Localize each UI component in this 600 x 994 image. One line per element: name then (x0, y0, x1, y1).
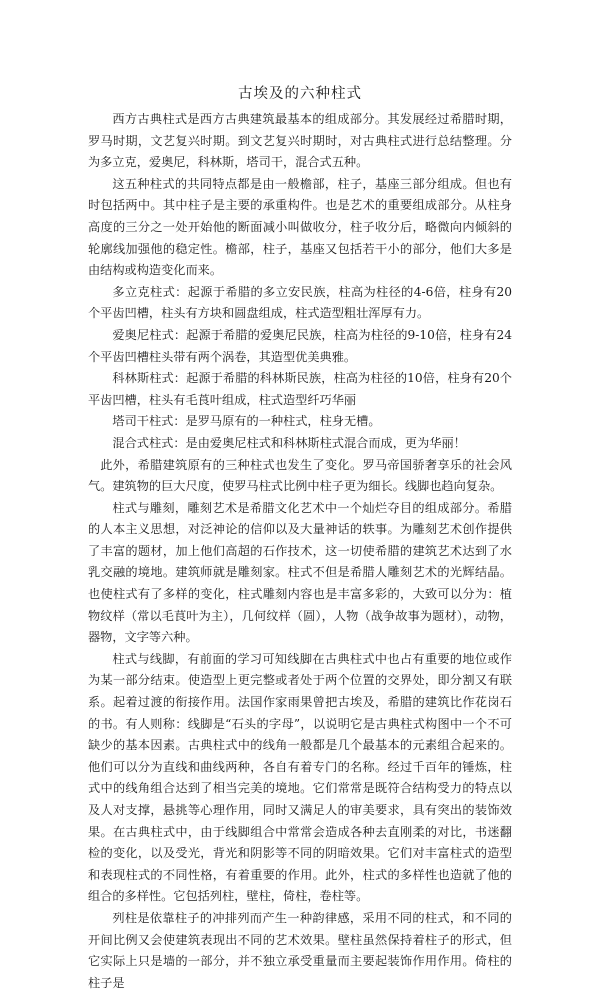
document-title: 古埃及的六种柱式 (238, 86, 362, 102)
paragraph-doric: 多立克柱式：起源于希腊的多立安民族，柱高为柱径的4-6倍，柱身有20个平齿凹槽，柱头有方块和圆盘组成，柱式造型粗壮浑厚有力。 (88, 284, 512, 321)
paragraph-ionic: 爱奥尼柱式：起源于希腊的爱奥尼民族，柱高为柱径的9-10倍，柱身有24个平齿凹槽柱头带有两个涡卷，其造型优美典雅。 (88, 327, 512, 364)
paragraph-roman-changes: 此外，希腊建筑原有的三种柱式也发生了变化。罗马帝国骄奢享乐的社会风气。建筑物的巨大尺度，使罗马柱式比例中柱子更为细长。线脚也趋向复杂。 (88, 457, 512, 494)
paragraph-composite: 混合式柱式：是由爱奥尼柱式和科林斯柱式混合而成，更为华丽！ (112, 435, 466, 450)
paragraph-common-features: 这五种柱式的共同特点都是由一般檐部，柱子，基座三部分组成。但也有时包括两中。其中柱子是主要的承重构件。也是艺术的重要组成部分。从柱身高度的三分之一处开始他的断面减小叫做收分，柱子收分后，略微向内倾斜的轮廓线加强他的稳定性。檐部，柱子，基座又包括若干小的部分，他们大多是由结构或构造变化而来。 (88, 176, 512, 278)
paragraph-corinthian: 科林斯柱式：起源于希腊的科林斯民族，柱高为柱径的10倍，柱身有20个平齿凹槽，柱头有毛莨叶组成，柱式造型纤巧华丽 (88, 371, 512, 407)
paragraph-colonnade: 列柱是依靠柱子的冲排列而产生一种韵律感，采用不同的柱式，和不同的开间比例又会使建筑表现出不同的艺术效果。壁柱虽然保持着柱子的形式，但它实际上只是墙的一部分，并不独立承受重量而主要起装饰作用作用。倚柱的柱子是 (88, 910, 512, 990)
paragraph-sculpture: 柱式与雕刻，雕刻艺术是希腊文化艺术中一个灿烂夺目的组成部分。希腊的人本主义思想，对泛神论的信仰以及大量神话的轶事。为雕刻艺术创作提供了丰富的题材，加上他们高超的石作技术，这一切使希腊的建筑艺术达到了水乳交融的境地。建筑师就是雕刻家。柱式不但是希腊人雕刻艺术的光辉结晶。也使柱式有了多样的变化，柱式雕刻内容也是丰富多彩的，大致可以分为：植物纹样（常以毛茛叶为主），几何纹样（圆），人物（战争故事为题材），动物，器物，文字等六种。 (88, 500, 512, 645)
paragraph-intro: 西方古典柱式是西方古典建筑最基本的组成部分。其发展经过希腊时期，罗马时期，文艺复兴时期。到文艺复兴时期时，对古典柱式进行总结整理。分为多立克，爱奥尼，科林斯，塔司干，混合式五种。 (88, 112, 512, 170)
paragraph-tuscan: 塔司干柱式：是罗马原有的一种柱式，柱身无槽。 (112, 414, 381, 429)
paragraph-moldings: 柱式与线脚，有前面的学习可知线脚在古典柱式中也占有重要的地位或作为某一部分结束。使造型上更完整或者处于两个位置的交界处，即分割又有联系。起着过渡的衔接作用。法国作家雨果曾把古埃及，希腊的建筑比作花岗石的书。有人则称：线脚是“石头的字母”，以说明它是古典柱式构图中一个不可缺少的基本因素。古典柱式中的线角一般都是几个最基本的元素组合起来的。他们可以分为直线和曲线两种，各自有着专门的名称。经过千百年的锤炼，柱式中的线角组合达到了相当完美的境地。它们常常是既符合结构受力的特点以及人对支撑，悬挑等心理作用，同时又满足人的审美要求，具有突出的装饰效果。在古典柱式中，由于线脚组合中常常会造成各种去直刚柔的对比，书迷翻检的变化，以及受光，背光和阴影等不同的阴暗效果。它们对丰富柱式的造型和表现柱式的不同性格，有着重要的作用。此外，柱式的多样性也造就了他的组合的多样性。它包括列柱，壁柱，倚柱，卷柱等。 (88, 651, 512, 904)
